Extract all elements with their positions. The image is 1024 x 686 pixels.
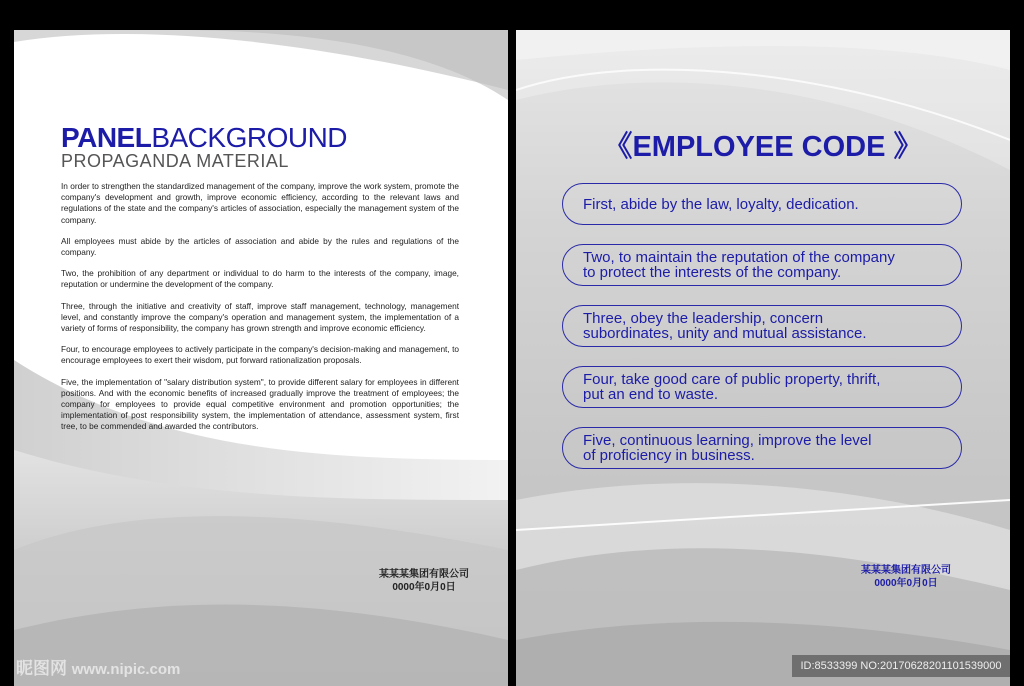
right-panel — [516, 30, 1010, 686]
code-line: Four, take good care of public property, thrift, — [583, 371, 881, 388]
code-line: First, abide by the law, loyalty, dedication. — [583, 195, 859, 213]
paragraph: Two, the prohibition of any department or individual to do harm to the interests of the company, image, reputation or undermine the development of the company. — [61, 268, 459, 290]
code-item — [562, 305, 962, 347]
watermark-site: www.nipic.com — [71, 661, 181, 678]
paragraph: In order to strengthen the standardized management of the company, improve the work system, promote the company's development and growth, improve economic efficiency, according to the relevant laws and regulations of the state and the company's articles of association, especially the management system of the company. — [61, 181, 459, 225]
code-item — [562, 366, 962, 408]
watermark-logo: 昵图网 — [16, 659, 67, 678]
code-item-text — [583, 250, 895, 280]
code-item-text — [583, 197, 859, 212]
code-line: to protect the interests of the company. — [583, 264, 842, 281]
nipic-watermark — [16, 654, 180, 679]
code-item — [562, 183, 962, 225]
code-line: Three, obey the leadership, concern — [583, 310, 824, 327]
company-name: 某某某集团有限公司 — [861, 565, 951, 576]
code-line: Two, to maintain the reputation of the company — [583, 249, 895, 266]
code-item-text — [583, 372, 880, 402]
code-item — [562, 244, 962, 286]
company-block — [846, 564, 966, 590]
company-name: 某某某集团有限公司 — [379, 569, 469, 580]
left-panel — [14, 30, 508, 686]
code-line: put an end to waste. — [583, 386, 719, 403]
employee-code-title: 《EMPLOYEE CODE 》 — [603, 131, 923, 163]
title-bold: PANEL — [61, 122, 152, 153]
code-line: of proficiency in business. — [583, 447, 755, 464]
paragraph: All employees must abide by the articles of association and abide by the rules and regulations of the company. — [61, 235, 459, 258]
company-date: 0000年0月0日 — [874, 578, 938, 589]
company-date: 0000年0月0日 — [392, 582, 456, 593]
paragraph: Three, through the initiative and creativity of staff, improve staff management, technology, management level, and constantly improve the company's operation and management system, the implementation of a variety of forms of responsibility, the company has grown strength and improve economic efficiency. — [61, 300, 459, 334]
code-item-text — [583, 311, 867, 341]
paragraph: Five, the implementation of "salary distribution system", to provide different salary for employees in different positions. And with the economic benefits of increased gradually improve the treatment of employees; the company for employees to provide equal competitive environment and promotion opportunities; the implementation of post responsibility system, the implementation of attendance, assessment system, first tree, to be commended and awarded the contributors. — [61, 376, 459, 432]
title-light: BACKGROUND — [151, 122, 348, 153]
code-line: Five, continuous learning, improve the level — [583, 432, 872, 449]
company-block — [364, 568, 484, 594]
code-line: subordinates, unity and mutual assistance. — [583, 325, 867, 342]
code-item — [562, 427, 962, 469]
paragraph: Four, to encourage employees to actively participate in the company's decision-making and management, to encourage employees to exert their wisdom, put forward rationalization proposals. — [61, 344, 459, 366]
panel-title — [61, 124, 347, 152]
policy-text — [61, 181, 459, 443]
panel-subtitle: PROPAGANDA MATERIAL — [61, 151, 289, 171]
code-item-text — [583, 433, 872, 463]
image-id-bar: ID:8533399 NO:20170628201101539000 — [792, 655, 1010, 677]
